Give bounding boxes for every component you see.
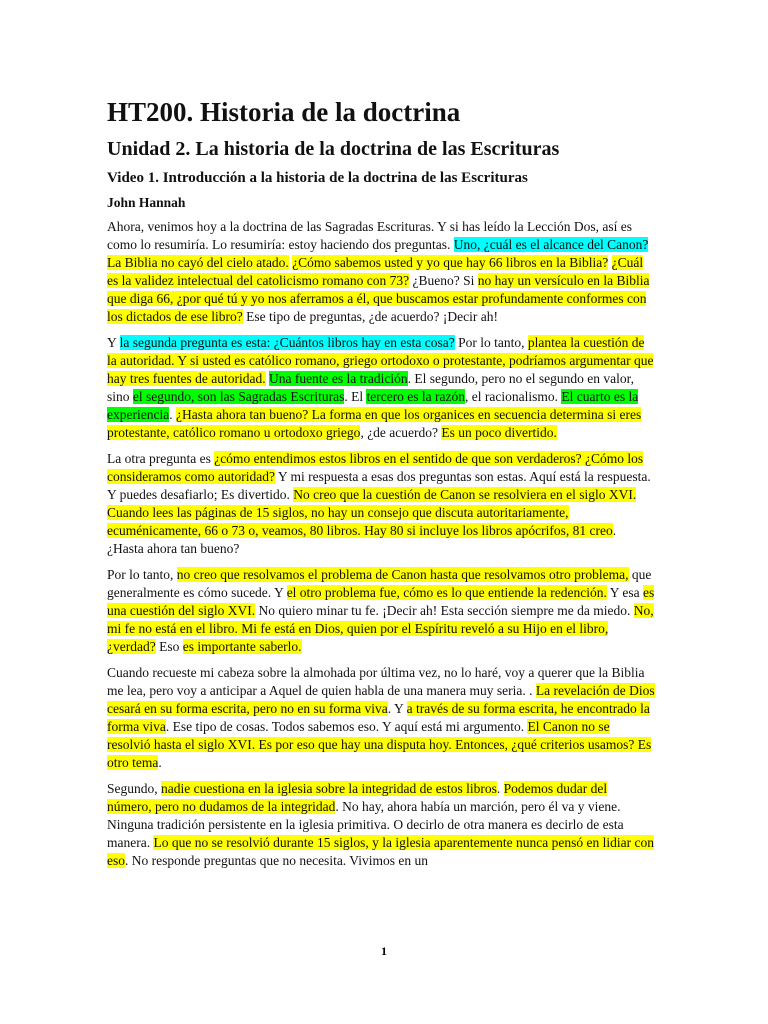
text-run: . Ese tipo de cosas. Todos sabemos eso. Y aquí está mi argumento. (165, 719, 528, 734)
text-run: . (169, 407, 176, 422)
author-name: John Hannah (107, 195, 186, 210)
text-run: . No responde preguntas que no necesita. Vivimos en un (125, 853, 428, 868)
text-run: ¿Bueno? Si (409, 273, 478, 288)
text-run: . El segundo, pero no el segundo en valor, sino (107, 371, 634, 404)
paragraph (107, 450, 655, 558)
highlighted-text: Lo que no se resolvió durante 15 siglos, y la iglesia aparentemente nunca pensó en lidiar con eso (107, 835, 654, 868)
highlighted-text: ¿Hasta ahora tan bueno? (175, 407, 309, 422)
highlighted-text: La forma en que los organices en secuencia determina si eres protestante, católico romano u ortodoxo griego (107, 407, 642, 440)
highlighted-text: es importante saberlo. (182, 639, 302, 654)
highlighted-text: plantea la cuestión de la autoridad. Y si usted es católico romano, griego ortodoxo o protestante, podríamos argumentar que hay tres fuentes de autoridad. (107, 335, 654, 386)
text-run: Y mi respuesta a esas dos preguntas son estas. Aquí está la respuesta. Y puedes desafiarlo; Es divertido. (107, 469, 651, 502)
text-run: Por lo tanto, (454, 335, 528, 350)
text-run: La otra pregunta es (107, 451, 215, 466)
text-run: No quiero minar tu fe. ¡Decir ah! Esta sección siempre me da miedo. (255, 603, 634, 618)
text-run: Ese tipo de preguntas, ¿de acuerdo? ¡Decir ah! (242, 309, 498, 324)
highlighted-text: Es un poco divertido. (441, 425, 557, 440)
highlighted-text: No, mi fe no está en el libro. Mi fe está en Dios, quien por el Espíritu reveló a su Hijo en el libro, ¿verdad? (107, 603, 654, 654)
text-run: . El (344, 389, 367, 404)
highlighted-text: ¿Cómo sabemos usted y yo que hay 66 libros en la Biblia? (292, 255, 609, 270)
highlighted-text: la segunda pregunta es esta: ¿Cuántos libros hay en esta cosa? (119, 335, 455, 350)
highlighted-text: El Canon no se resolvió hasta el siglo XVI. Es por eso que hay una disputa hoy. Entonces, ¿qué criterios usamos? Es otro tema (107, 719, 652, 770)
highlighted-text: Cuando lees las páginas de 15 siglos, no hay un consejo que discuta autoritariamente, ecuménicamente, 66 o 73 o, veamos, 80 libros. Hay 80 si incluye los libros apócrifos, 81 creo (107, 505, 613, 538)
highlighted-text: El cuarto es la experiencia (107, 389, 639, 422)
text-run: Eso (155, 639, 183, 654)
text-run: Segundo, (107, 781, 161, 796)
text-run: . Y (387, 701, 407, 716)
highlighted-text: La revelación de Dios cesará en su forma escrita, pero no en su forma viva (107, 683, 655, 716)
paragraph (107, 334, 655, 442)
text-run: . No hay, ahora había un marción, pero él va y viene. Ninguna tradición persistente en la iglesia primitiva. O decirlo de otra manera es decirlo de esta manera. (107, 799, 624, 850)
highlighted-text: el otro problema fue, cómo es lo que entiende la redención. (286, 585, 607, 600)
text-run: Y (107, 335, 120, 350)
highlighted-text: ¿Cuál es la validez intelectual del catolicismo romano con 73? (107, 255, 644, 288)
text-run: , ¿de acuerdo? (360, 425, 442, 440)
highlighted-text: Uno, ¿cuál es el alcance del Canon? (453, 237, 649, 252)
text-run: . (496, 781, 504, 796)
highlighted-text: La Biblia no cayó del cielo atado. (107, 255, 289, 270)
highlighted-text: no hay un versículo en la Biblia que diga 66, ¿por qué tú y yo nos aferramos a él, que buscamos estar profundamente conformes con los dictados de ese libro? (107, 273, 650, 324)
text-run: Cuando recueste mi cabeza sobre la almohada por última vez, no lo haré, voy a querer que la Biblia me lea, pero voy a anticipar a Aquel de quien habla de una manera muy seria. . (107, 665, 645, 698)
unit-heading: Unidad 2. La historia de la doctrina de las Escrituras (107, 138, 560, 160)
text-run: . ¿Hasta ahora tan bueno? (107, 523, 617, 556)
page-number: 1 (381, 944, 387, 958)
highlighted-text: ¿cómo entendimos estos libros en el sentido de que son verdaderos? ¿Cómo los consideramos como autoridad? (107, 451, 644, 484)
paragraph (107, 218, 655, 326)
text-run: , el racionalismo. (465, 389, 562, 404)
highlighted-text: a través de su forma escrita, he encontrado la forma viva (107, 701, 650, 734)
text-run: Y esa (606, 585, 643, 600)
highlighted-text: nadie cuestiona en la iglesia sobre la integridad de estos libros (161, 781, 497, 796)
paragraph (107, 664, 655, 772)
document-body (107, 218, 655, 870)
highlighted-text: es una cuestión del siglo XVI. (107, 585, 655, 618)
highlighted-text: no creo que resolvamos el problema de Canon hasta que resolvamos otro problema, (176, 567, 629, 582)
paragraph (107, 566, 655, 656)
text-run: . (158, 755, 162, 770)
highlighted-text: No creo que la cuestión de Canon se resolviera en el siglo XVI. (293, 487, 637, 502)
text-run: que generalmente es cómo sucede. Y (107, 567, 652, 600)
video-heading: Video 1. Introducción a la historia de la doctrina de las Escrituras (107, 170, 528, 186)
document-title: HT200. Historia de la doctrina (107, 97, 461, 127)
paragraph (107, 780, 655, 870)
highlighted-text: Podemos dudar del número, pero no dudamos de la integridad (107, 781, 608, 814)
text-run: Ahora, venimos hoy a la doctrina de las Sagradas Escrituras. Y si has leído la Lección Dos, así es como lo resumiría. Lo resumiría: estoy haciendo dos preguntas. (107, 219, 632, 252)
document-page (107, 96, 655, 878)
text-run: Por lo tanto, (107, 567, 177, 582)
highlighted-text: tercero es la razón (366, 389, 466, 404)
highlighted-text: Una fuente es la tradición (268, 371, 408, 386)
highlighted-text: el segundo, son las Sagradas Escrituras (132, 389, 345, 404)
